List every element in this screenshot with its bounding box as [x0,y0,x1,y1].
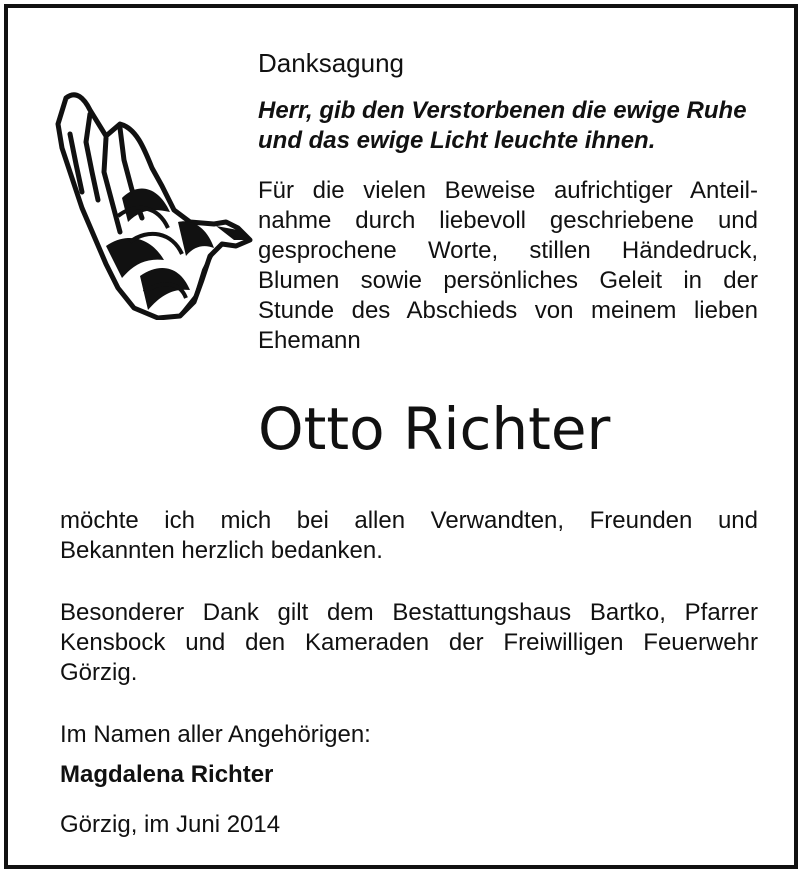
special-thanks-paragraph [60,598,758,688]
bible-verse [258,96,778,156]
notice-title: Danksagung [258,48,404,78]
intro-line: nahme durch liebevoll geschriebene und [258,207,758,234]
intro-paragraph [258,176,758,356]
intro-line: Stunde des Abschieds von meinem lieben [258,297,758,324]
verse-line: und das ewige Licht leuchte ihnen. [258,127,656,154]
signer-name: Magdalena Richter [60,761,274,788]
intro-line: Für die vielen Beweise aufrichtiger Anteil- [258,177,758,204]
intro-line: Blumen sowie persönliches Geleit in der [258,267,758,294]
verse-line: Herr, gib den Verstorbenen die ewige Ruhe [258,97,747,124]
deceased-name: Otto Richter [258,395,611,463]
place-date: Görzig, im Juni 2014 [60,811,281,838]
special-thanks-line: Kensbock und den Kameraden der Freiwilligen Feuerwehr [60,629,758,656]
praying-hands-icon [48,90,254,320]
special-thanks-line: Görzig. [60,659,138,686]
thanks-line: Bekannten herzlich bedanken. [60,537,383,564]
thanks-paragraph [60,506,758,566]
obituary-frame [4,4,798,869]
intro-line: Ehemann [258,327,361,354]
intro-line: gesprochene Worte, stillen Händedruck, [258,237,758,264]
thanks-line: möchte ich mich bei allen Verwandten, Freunden und [60,507,758,534]
on-behalf-text: Im Namen aller Angehörigen: [60,721,371,748]
special-thanks-line: Besonderer Dank gilt dem Bestattungshaus Bartko, Pfarrer [60,599,758,626]
